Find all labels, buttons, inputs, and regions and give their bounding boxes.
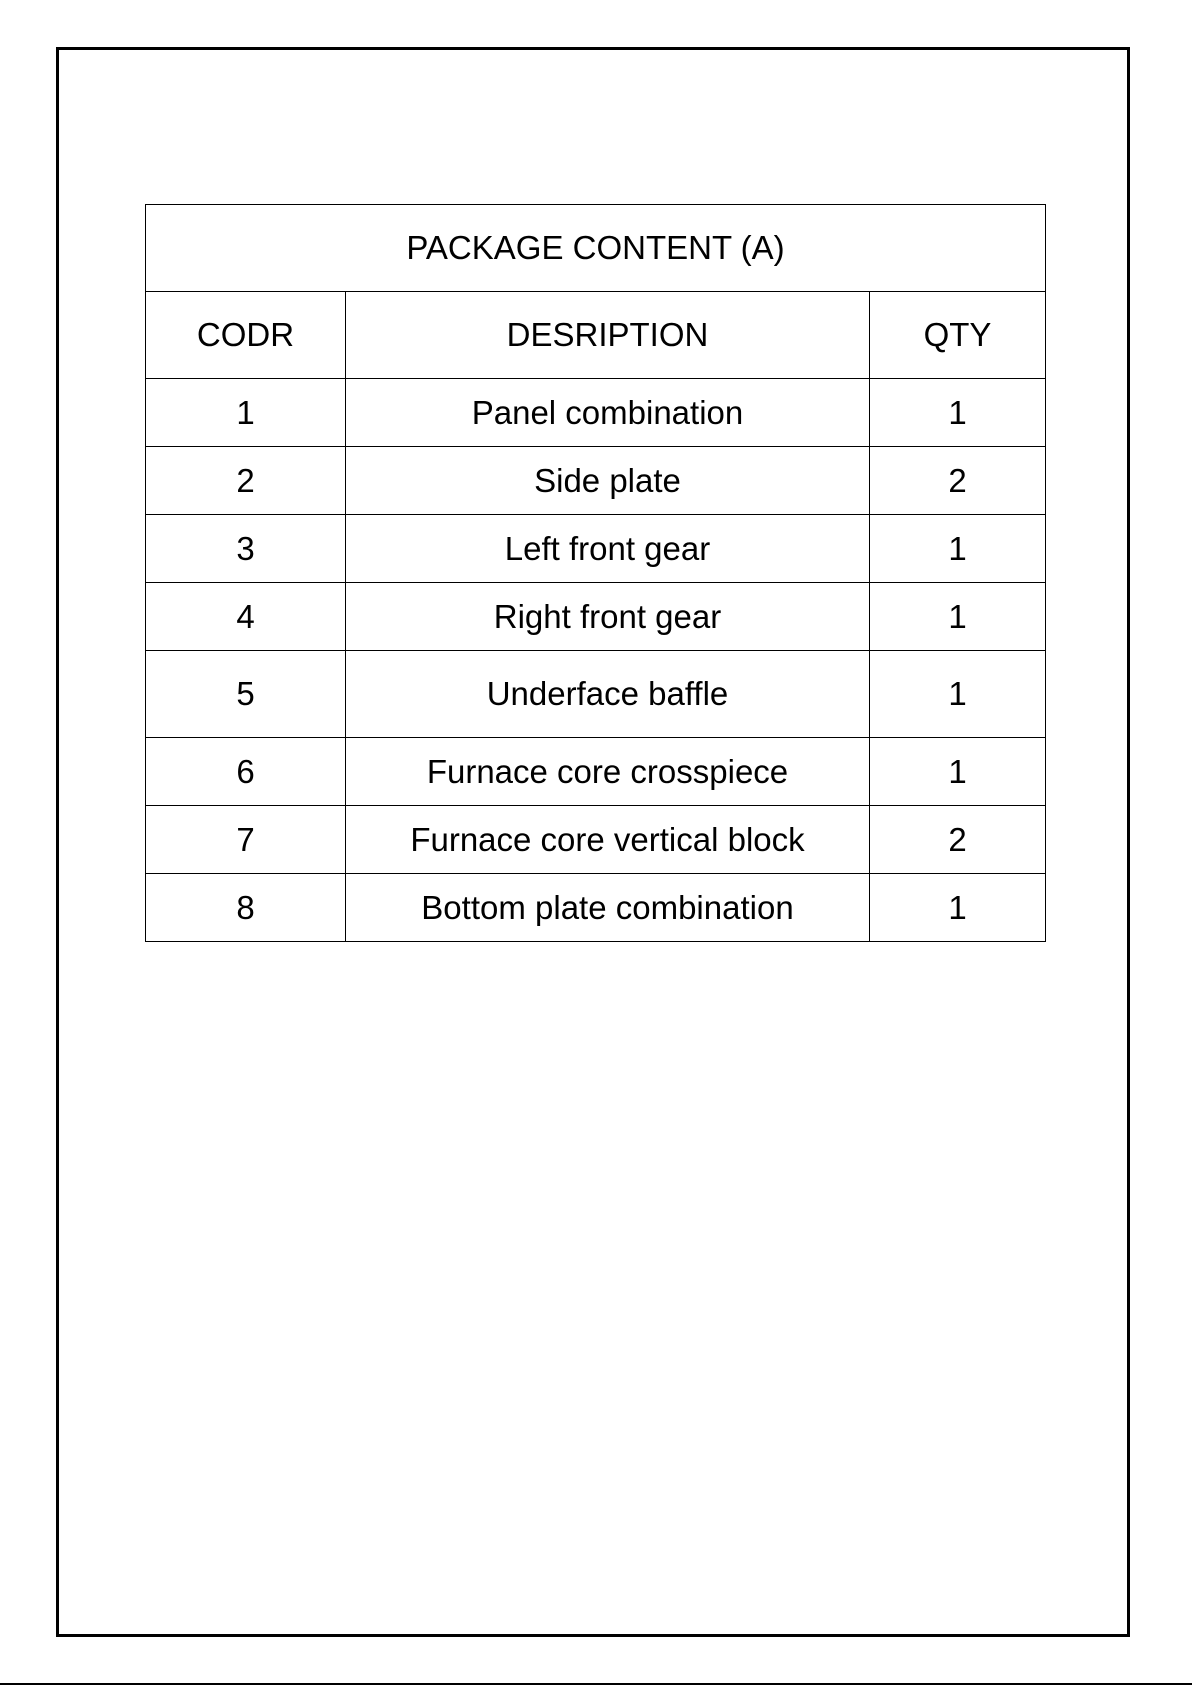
table-row bbox=[146, 806, 1046, 874]
cell-qty: 2 bbox=[870, 447, 1046, 515]
table-row bbox=[146, 515, 1046, 583]
cell-code: 4 bbox=[146, 583, 346, 651]
table-row bbox=[146, 651, 1046, 738]
cell-description: Underface baffle bbox=[346, 651, 870, 738]
column-header-description: DESRIPTION bbox=[346, 292, 870, 379]
table-row bbox=[146, 874, 1046, 942]
cell-code: 2 bbox=[146, 447, 346, 515]
cell-qty: 1 bbox=[870, 874, 1046, 942]
cell-description: Furnace core crosspiece bbox=[346, 738, 870, 806]
cell-qty: 1 bbox=[870, 515, 1046, 583]
cell-qty: 1 bbox=[870, 379, 1046, 447]
table-row bbox=[146, 738, 1046, 806]
cell-description: Side plate bbox=[346, 447, 870, 515]
cell-code: 3 bbox=[146, 515, 346, 583]
table-row bbox=[146, 447, 1046, 515]
cell-code: 1 bbox=[146, 379, 346, 447]
cell-qty: 2 bbox=[870, 806, 1046, 874]
cell-description: Furnace core vertical block bbox=[346, 806, 870, 874]
cell-code: 6 bbox=[146, 738, 346, 806]
table-title: PACKAGE CONTENT (A) bbox=[146, 205, 1046, 292]
cell-code: 7 bbox=[146, 806, 346, 874]
cell-qty: 1 bbox=[870, 651, 1046, 738]
table-row bbox=[146, 379, 1046, 447]
cell-description: Panel combination bbox=[346, 379, 870, 447]
column-header-qty: QTY bbox=[870, 292, 1046, 379]
cell-qty: 1 bbox=[870, 738, 1046, 806]
cell-code: 5 bbox=[146, 651, 346, 738]
column-header-code: CODR bbox=[146, 292, 346, 379]
cell-description: Right front gear bbox=[346, 583, 870, 651]
cell-qty: 1 bbox=[870, 583, 1046, 651]
table-row bbox=[146, 583, 1046, 651]
cell-description: Bottom plate combination bbox=[346, 874, 870, 942]
cell-code: 8 bbox=[146, 874, 346, 942]
cell-description: Left front gear bbox=[346, 515, 870, 583]
package-content-table bbox=[145, 204, 1046, 942]
